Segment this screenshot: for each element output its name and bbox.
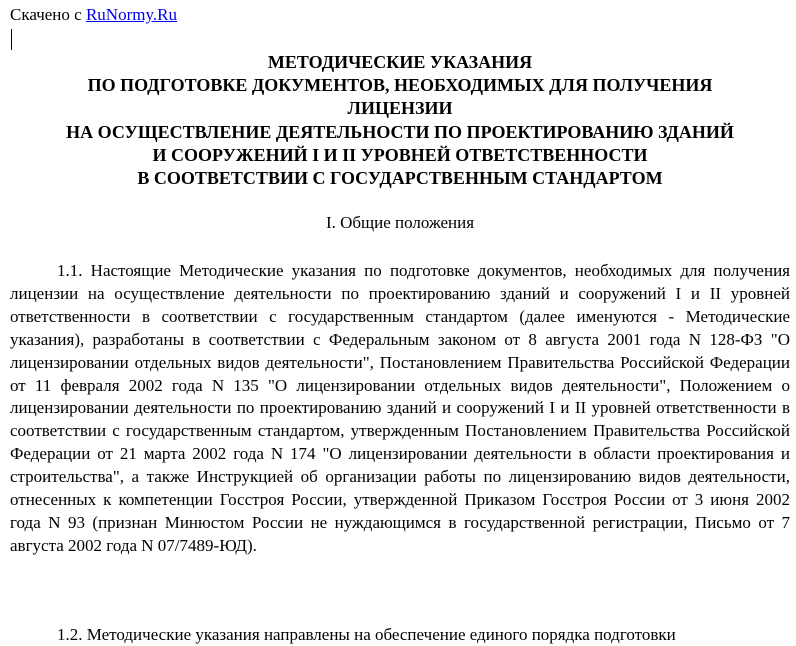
source-link[interactable]: RuNormy.Ru [85, 5, 177, 24]
paragraph-1-1: 1.1. Настоящие Методические указания по подготовке документов, необходимых для получения лицензии на осуществление деятельности по проектированию зданий и сооружений I и II уровней ответственности в соответствии с государственным стандартом (далее именуются - Методические указания), разработаны в соответствии с Федеральным законом от 8 августа 2001 года N 128-ФЗ "О лицензировании отдельных видов деятельности", Постановлением Правительства Российской Федерации от 11 февраля 2002 года N 135 "О лицензировании отдельных видов деятельности", Положением о лицензировании деятельности по проектированию зданий и сооружений I и II уровней ответственности в соответствии с государственным стандартом, утвержденным Постановлением Правительства Российской Федерации от 21 марта 2002 года N 174 "О лицензировании деятельности в области проектирования и строительства", а также Инструкцией об организации работы по лицензированию видов деятельности, отнесенных к компетенции Госстроя России, утвержденной Приказом Госстроя России от 3 июня 2002 года N 93 (признан Минюстом России не нуждающимся в государственной регистрации, Письмо от 7 августа 2002 года N 07/7489-ЮД). [10, 261, 790, 555]
source-line [10, 5, 177, 25]
source-prefix: Скачено с [10, 5, 86, 24]
title-line: И СООРУЖЕНИЙ I И II УРОВНЕЙ ОТВЕТСТВЕННОСТИ [152, 144, 648, 165]
paragraph-1-2: 1.2. Методические указания направлены на обеспечение единого порядка подготовки [57, 625, 676, 644]
document-page [10, 0, 790, 646]
title-line: ПО ПОДГОТОВКЕ ДОКУМЕНТОВ, НЕОБХОДИМЫХ ДЛЯ ПОЛУЧЕНИЯ [87, 75, 713, 96]
text-cursor [11, 29, 12, 50]
section-heading: I. Общие положения [325, 213, 475, 232]
title-line: В СООТВЕТСТВИИ С ГОСУДАРСТВЕННЫМ СТАНДАРТОМ [137, 168, 663, 189]
title-line: МЕТОДИЧЕСКИЕ УКАЗАНИЯ [267, 52, 533, 72]
title-line: НА ОСУЩЕСТВЛЕНИЕ ДЕЯТЕЛЬНОСТИ ПО ПРОЕКТИРОВАНИЮ ЗДАНИЙ [66, 121, 734, 142]
document-title [10, 51, 790, 190]
title-line: ЛИЦЕНЗИИ [347, 98, 453, 119]
